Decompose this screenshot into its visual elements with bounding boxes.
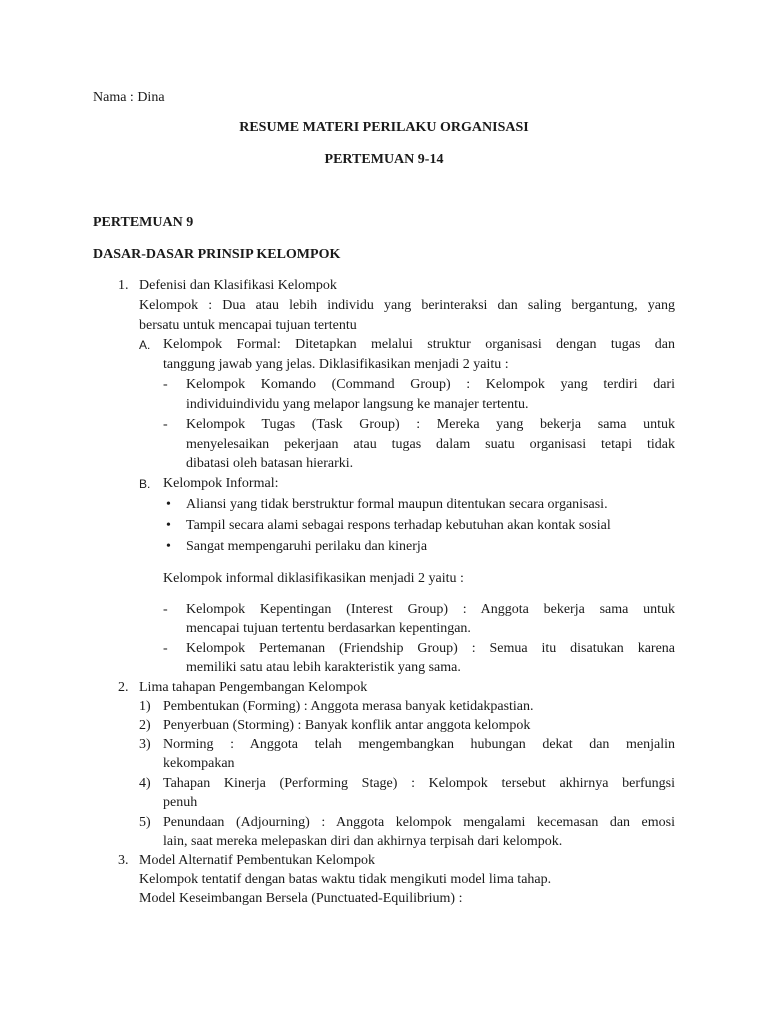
list-item-line: Kelompok Pertemanan (Friendship Group) : Semua itu disatukan karena [186, 641, 675, 656]
paragraph-line: Kelompok tentatif dengan batas waktu tidak mengikuti model lima tahap. [139, 872, 552, 887]
stage-number: 1) [139, 699, 151, 714]
list-item-line: menyelesaikan pekerjaan atau tugas dalam suatu organisasi tetapi tidak [186, 437, 675, 452]
paragraph-line: Model Keseimbangan Bersela (Punctuated-Equilibrium) : [139, 891, 463, 906]
stage-line: penuh [163, 795, 198, 810]
document-subtitle: PERTEMUAN 9-14 [324, 152, 444, 167]
dash-marker: - [163, 417, 168, 432]
stage-number: 4) [139, 776, 151, 791]
list-item-line: mencapai tujuan tertentu berdasarkan kepentingan. [186, 621, 471, 636]
list-item-line: memiliki satu atau lebih karakteristik yang sama. [186, 660, 461, 675]
list-item-line: Kelompok Komando (Command Group) : Kelompok yang terdiri dari [186, 377, 675, 392]
definition-line: bersatu untuk mencapai tujuan tertentu [139, 318, 357, 333]
formal-group-line: Kelompok Formal: Ditetapkan melalui struktur organisasi dengan tugas dan [163, 337, 675, 352]
item-number: 3. [118, 853, 129, 868]
item-title: Model Alternatif Pembentukan Kelompok [139, 853, 376, 868]
item-title: Defenisi dan Klasifikasi Kelompok [139, 278, 337, 293]
stage-line: Pembentukan (Forming) : Anggota merasa banyak ketidakpastian. [163, 699, 534, 714]
item-number: 1. [118, 278, 129, 293]
document-title: RESUME MATERI PERILAKU ORGANISASI [239, 120, 529, 135]
list-item-line: Kelompok Kepentingan (Interest Group) : Anggota bekerja sama untuk [186, 602, 675, 617]
stage-line: Penundaan (Adjourning) : Anggota kelompok mengalami kecemasan dan emosi [163, 815, 675, 830]
dash-marker: - [163, 377, 168, 392]
stage-line: Tahapan Kinerja (Performing Stage) : Kelompok tersebut akhirnya berfungsi [163, 776, 675, 791]
dash-marker: - [163, 641, 168, 656]
informal-intro: Kelompok informal diklasifikasikan menjadi 2 yaitu : [163, 571, 464, 586]
list-item-line: Kelompok Tugas (Task Group) : Mereka yang bekerja sama untuk [186, 417, 675, 432]
stage-number: 2) [139, 718, 151, 733]
stage-line: Penyerbuan (Storming) : Banyak konflik antar anggota kelompok [163, 718, 531, 733]
bullet-item: Sangat mempengaruhi perilaku dan kinerja [186, 539, 428, 554]
bullet-item: Aliansi yang tidak berstruktur formal maupun ditentukan secara organisasi. [186, 497, 608, 512]
bullet-item: Tampil secara alami sebagai respons terhadap kebutuhan akan kontak sosial [186, 518, 611, 533]
list-letter: B. [139, 477, 151, 491]
stage-line: Norming : Anggota telah mengembangkan hubungan dekat dan menjalin [163, 737, 675, 752]
stage-line: kekompakan [163, 756, 235, 771]
stage-number: 3) [139, 737, 151, 752]
bullet-icon: • [166, 518, 171, 533]
list-item-line: dibatasi oleh batasan hierarki. [186, 456, 354, 471]
name-line: Nama : Dina [93, 90, 165, 105]
item-number: 2. [118, 680, 129, 695]
bullet-icon: • [166, 497, 171, 512]
informal-group-title: Kelompok Informal: [163, 476, 279, 491]
section-topic: DASAR-DASAR PRINSIP KELOMPOK [93, 247, 341, 262]
stage-number: 5) [139, 815, 151, 830]
formal-group-line: tanggung jawab yang jelas. Diklasifikasikan menjadi 2 yaitu : [163, 357, 509, 372]
stage-line: lain, saat mereka melepaskan diri dan akhirnya terpisah dari kelompok. [163, 834, 563, 849]
section-heading: PERTEMUAN 9 [93, 215, 194, 230]
bullet-icon: • [166, 539, 171, 554]
item-title: Lima tahapan Pengembangan Kelompok [139, 680, 368, 695]
list-letter: A. [139, 338, 151, 352]
definition-line: Kelompok : Dua atau lebih individu yang berinteraksi dan saling bergantung, yang [139, 298, 675, 313]
dash-marker: - [163, 602, 168, 617]
list-item-line: individuindividu yang melapor langsung ke manajer tertentu. [186, 397, 529, 412]
